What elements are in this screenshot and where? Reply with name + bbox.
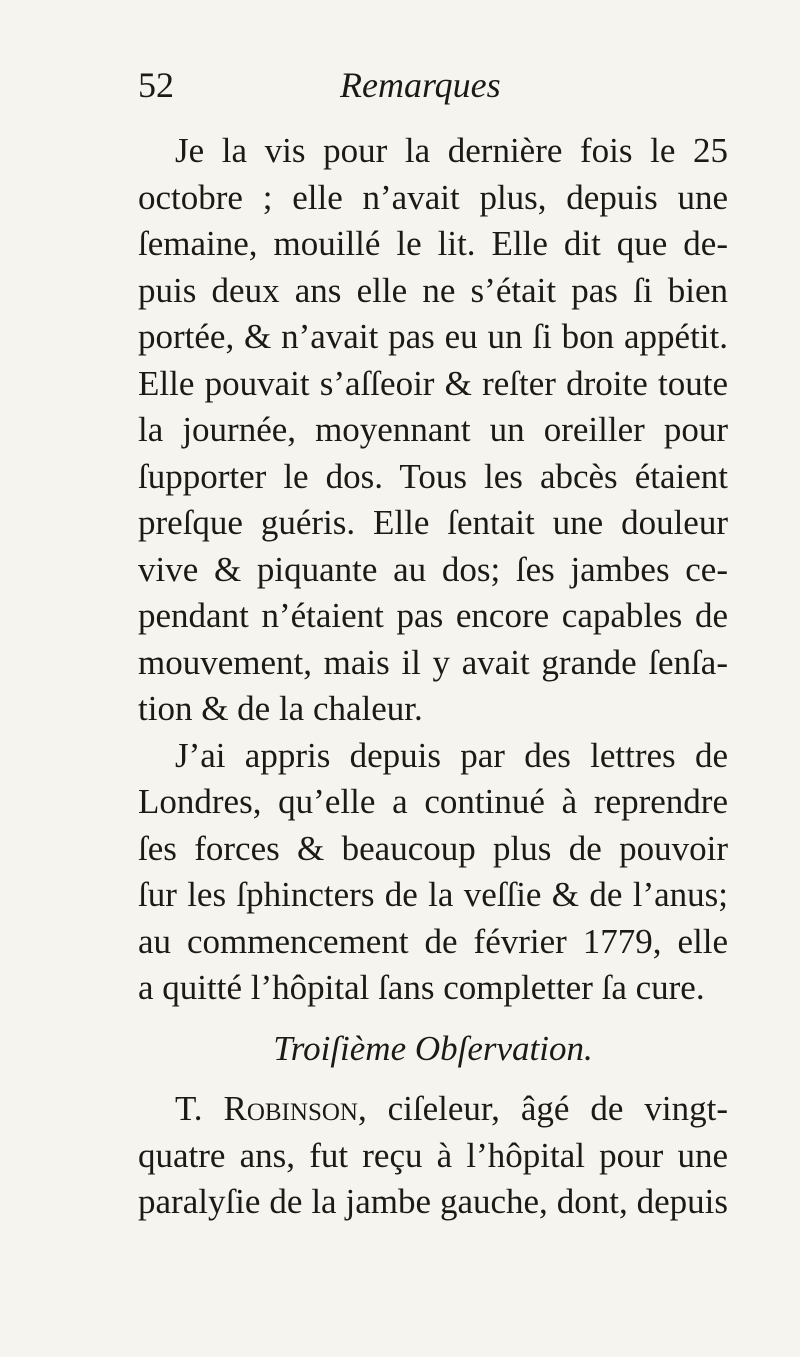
running-head xyxy=(138,62,728,112)
text-line: vive & piquante au dos; ſes jambes ce- xyxy=(138,549,728,589)
text-line: ſupporter le dos. Tous les abcès étaient xyxy=(138,456,728,496)
text-line: a quitté l’hôpital ſans completter ſa cure. xyxy=(138,968,705,1007)
running-title: Remarques xyxy=(340,65,501,105)
text-line: ſur les ſphincters de la veſſie & de l’anus; xyxy=(138,875,728,914)
text-line: Londres, qu’elle a continué à reprendre xyxy=(138,782,728,821)
body-text xyxy=(138,128,728,1226)
initial: T. xyxy=(175,1089,224,1128)
person-name: Robinson xyxy=(223,1089,358,1128)
text-line: preſque guéris. Elle ſentait une douleur xyxy=(138,503,728,542)
text-line: octobre ; elle n’avait plus, depuis une xyxy=(138,177,728,217)
paragraph-3 xyxy=(138,1086,728,1226)
text-line: quatre ans, fut reçu à l’hôpital pour une xyxy=(138,1135,728,1175)
text-line: mouvement, mais il y avait grande ſenſa- xyxy=(138,642,728,682)
line-rest: , ciſeleur, âgé de vingt- xyxy=(357,1089,728,1128)
text-line: Elle pouvait s’aſſeoir & reſter droite toute xyxy=(138,363,728,403)
text-line: portée, & n’avait pas eu un ſi bon appétit. xyxy=(138,317,728,356)
text-line: ſes forces & beaucoup plus de pouvoir xyxy=(138,828,728,868)
text-line: tion & de la chaleur. xyxy=(138,689,423,728)
paragraph-2 xyxy=(138,733,728,1012)
section-heading: Troiſième Obſervation. xyxy=(273,1028,593,1068)
page-number: 52 xyxy=(138,65,174,105)
text-line xyxy=(138,1086,728,1133)
text-line: au commencement de février 1779, elle xyxy=(138,921,728,961)
paragraph-1 xyxy=(138,128,728,733)
text-line: pendant n’étaient pas encore capables de xyxy=(138,596,728,635)
text-line: puis deux ans elle ne s’était pas ſi bien xyxy=(138,270,728,310)
text-line: paralyſie de la jambe gauche, dont, depuis xyxy=(138,1182,728,1221)
text-line: Je la vis pour la dernière fois le 25 xyxy=(175,131,728,170)
text-line: ſemaine, mouillé le lit. Elle dit que de- xyxy=(138,224,728,263)
text-line: la journée, moyennant un oreiller pour xyxy=(138,410,728,449)
text-line: J’ai appris depuis par des lettres de xyxy=(175,735,728,775)
